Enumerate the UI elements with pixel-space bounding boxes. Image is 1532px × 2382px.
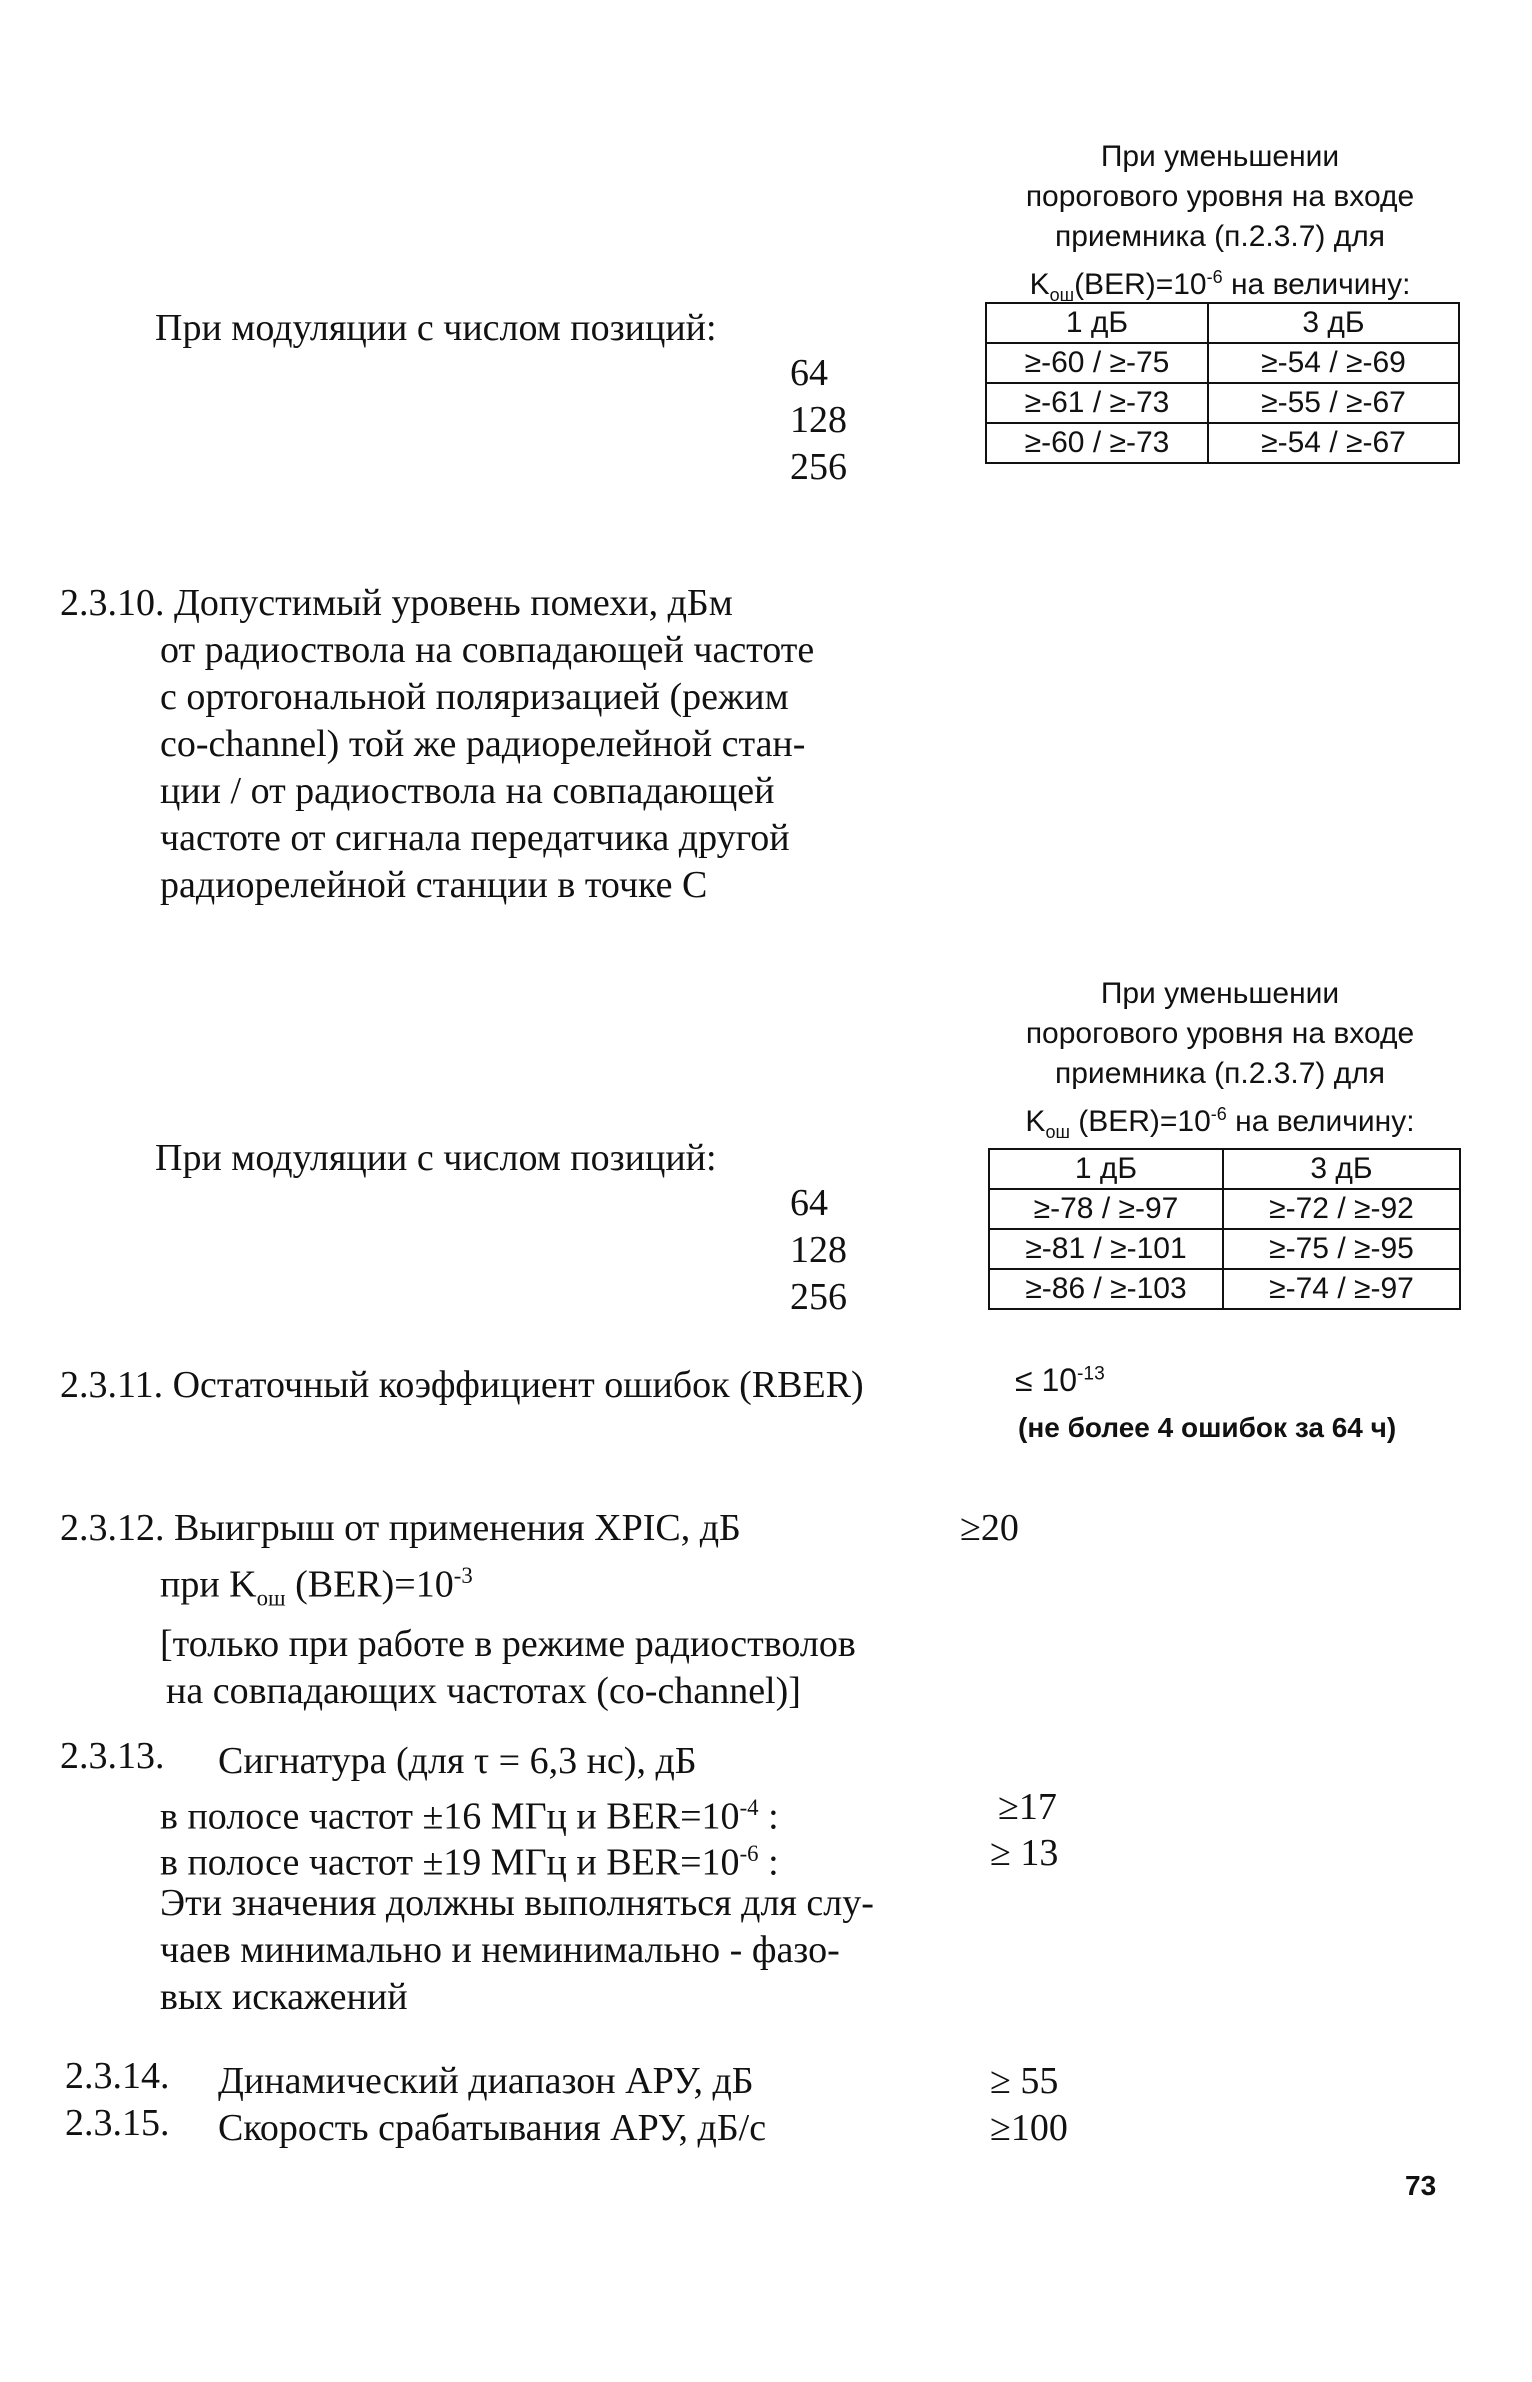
position-64: 64 [790,1182,828,1224]
section-2-3-10-line: от радиоствола на совпадающей частоте [160,629,815,671]
section-2-3-15-number: 2.3.15. [65,2102,170,2144]
table-row [986,343,1459,383]
position-256: 256 [790,1276,847,1318]
section-2-3-12-value: ≥20 [960,1507,1019,1549]
position-256: 256 [790,446,847,488]
section-2-3-10-line: радиорелейной станции в точке С [160,864,708,906]
modulation-label-2: При модуляции с числом позиций: [155,1137,717,1179]
table-cell: ≥-55 / ≥-67 [1208,383,1459,423]
table-cell: ≥-86 / ≥-103 [989,1269,1223,1309]
table1 [985,302,1460,464]
section-2-3-10-line: ции / от радиоствола на совпадающей [160,770,775,812]
page-number: 73 [1405,2170,1437,2201]
table-cell: ≥-61 / ≥-73 [986,383,1208,423]
positions-list-2 [790,1180,847,1321]
table-row [986,383,1459,423]
table1-col-3db: 3 дБ [1208,303,1459,343]
section-2-3-14-label: Динамический диапазон АРУ, дБ [218,2060,754,2102]
table2-col-1db: 1 дБ [989,1149,1223,1189]
section-2-3-11-value: ≤ $10^{-13}$ [1015,1362,1105,1398]
section-2-3-12-note-line: на совпадающих частотах (co-channel)] [166,1670,801,1713]
section-2-3-12-title: 2.3.12. Выигрыш от применения XPIC, дБ [60,1507,741,1549]
section-2-3-12-note-line: [только при работе в режиме радиостволов [160,1623,856,1666]
section-2-3-13-value-2: ≥ 13 [990,1832,1059,1874]
table-cell: ≥-54 / ≥-69 [1208,343,1459,383]
table-cell: ≥-54 / ≥-67 [1208,423,1459,463]
position-64: 64 [790,352,828,394]
section-2-3-15-value: ≥100 [990,2107,1068,2149]
section-2-3-14-number: 2.3.14. [65,2055,170,2097]
section-2-3-13-note-line: Эти значения должны выполняться для слу- [160,1882,874,1924]
section-2-3-10 [60,580,814,909]
section-2-3-15-label: Скорость срабатывания АРУ, дБ/с [218,2107,767,2149]
table-cell: ≥-60 / ≥-75 [986,343,1208,383]
table1-col-1db: 1 дБ [986,303,1208,343]
section-2-3-11-label: 2.3.11. Остаточный коэффициент ошибок (RBER) [60,1364,864,1406]
table-cell: ≥-75 / ≥-95 [1223,1229,1460,1269]
section-2-3-10-title: 2.3.10. Допустимый уровень помехи, дБм [60,582,733,624]
section-2-3-12-condition: при $K_{ош}$ $(BER)=10^{-3}$ [160,1563,473,1611]
table1-head-row [986,303,1459,343]
table2-header-line2: порогового уровня на входе [1025,1017,1415,1050]
table2-head-row [989,1149,1460,1189]
table-row [989,1269,1460,1309]
position-128: 128 [790,1229,847,1271]
position-128: 128 [790,399,847,441]
table1-header-line4: $K_{ош}(BER)=10^{-6}$ на величину: [1029,267,1411,305]
section-2-3-13-note [160,1880,874,2021]
table1-header-line2: порогового уровня на входе [1025,180,1415,213]
table2-header-line4: $K_{ош}$ $(BER)=10^{-6}$ на величину: [1025,1104,1415,1142]
table-cell: ≥-74 / ≥-97 [1223,1269,1460,1309]
section-2-3-10-line: с ортогональной поляризацией (режим [160,676,789,718]
section-2-3-14-value: ≥ 55 [990,2060,1059,2102]
section-2-3-13-value-1: ≥17 [998,1786,1057,1828]
table-cell: ≥-78 / ≥-97 [989,1189,1223,1229]
section-2-3-10-line: частоте от сигнала передатчика другой [160,817,790,859]
table-cell: ≥-60 / ≥-73 [986,423,1208,463]
section-2-3-10-line: co-channel) той же радиорелейной стан- [160,723,806,765]
table2-header-line1: При уменьшении [1100,977,1340,1010]
section-2-3-12 [60,1505,856,1715]
section-2-3-13-title: Сигнатура (для τ = 6,3 нс), дБ [218,1740,697,1782]
table2-header-line3: приемника (п.2.3.7) для [1055,1057,1385,1090]
table-cell: ≥-72 / ≥-92 [1223,1189,1460,1229]
section-2-3-13-cond-2: в полосе частот ±19 МГц и $BER=10^{-6}$ : [160,1841,779,1884]
table2-header [985,974,1455,1152]
section-2-3-11-note: (не более 4 ошибок за 64 ч) [1018,1412,1397,1443]
section-2-3-13-note-line: вых искажений [160,1976,408,2018]
section-2-3-13-cond-1: в полосе частот ±16 МГц и $BER=10^{-4}$ : [160,1795,779,1838]
table2 [988,1148,1461,1310]
table1-header-line1: При уменьшении [1100,140,1340,173]
table-row [989,1229,1460,1269]
table-cell: ≥-81 / ≥-101 [989,1229,1223,1269]
section-2-3-13-note-line: чаев минимально и неминимально - фазо- [160,1929,840,1971]
table1-header-line3: приемника (п.2.3.7) для [1055,220,1385,253]
modulation-label-1: При модуляции с числом позиций: [155,307,717,349]
table1-header [985,137,1455,315]
positions-list-1 [790,350,847,491]
table2-col-3db: 3 дБ [1223,1149,1460,1189]
table-row [989,1189,1460,1229]
section-2-3-13-number: 2.3.13. [60,1735,165,1777]
table-row [986,423,1459,463]
